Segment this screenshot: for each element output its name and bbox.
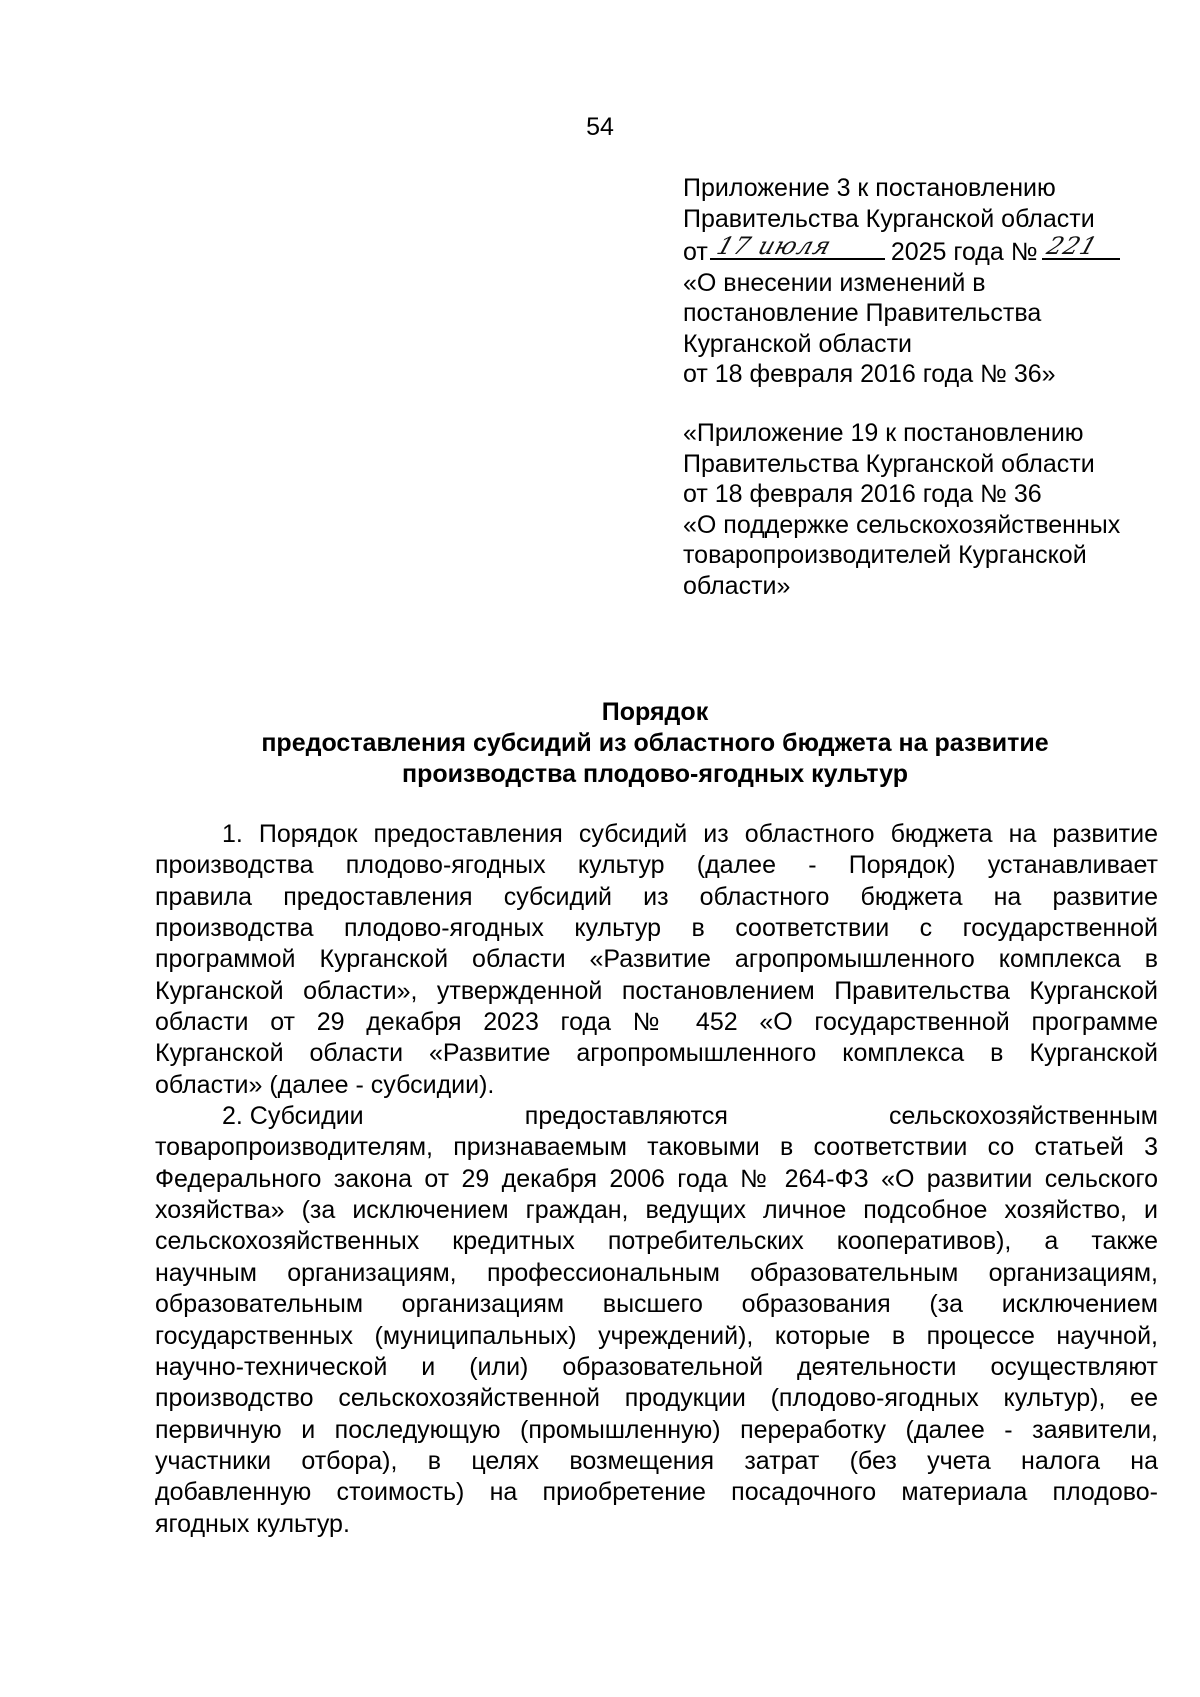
body-line: 1. Порядок предоставления субсидий из областного бюджета на развитие <box>222 820 1158 848</box>
appendix-19-header <box>683 418 1163 601</box>
appendix-19-line: «О поддержке сельскохозяйственных <box>683 510 1121 539</box>
body-line: научно-технической и (или) образовательной деятельности осуществляют <box>155 1352 1158 1381</box>
page-number: 54 <box>586 113 614 141</box>
body-line: правила предоставления субсидий из областного бюджета на развитие <box>155 882 1158 911</box>
document-body <box>155 819 1158 1540</box>
appendix-line: Правительства Курганской области <box>683 204 1095 233</box>
body-line: образовательным организациям высшего образования (за исключением <box>155 1290 1158 1319</box>
body-line: первичную и последующую (промышленную) переработку (далее - заявители, <box>155 1415 1158 1444</box>
body-line: производства плодово-ягодных культур (далее - Порядок) устанавливает <box>155 851 1158 880</box>
body-line: добавленную стоимость) на приобретение посадочного материала плодово- <box>155 1478 1158 1507</box>
document-title: Порядок <box>601 698 709 726</box>
appendix-line: «О внесении изменений в <box>683 268 986 297</box>
body-word: предоставляются <box>524 1102 728 1131</box>
appendix-19-line: области» <box>683 571 791 600</box>
body-word: 2. Субсидии <box>222 1102 364 1131</box>
appendix-line: Курганской области <box>683 329 913 358</box>
handwritten-number-field <box>1042 234 1120 260</box>
handwritten-date-field <box>710 234 885 260</box>
appendix-19-line: «Приложение 19 к постановлению <box>683 419 1084 447</box>
appendix-19-line: товаропроизводителей Курганской <box>683 541 1087 569</box>
body-line: участники отбора), в целях возмещения затрат (без учета налога на <box>155 1446 1158 1475</box>
body-line: сельскохозяйственных кредитных потребительских кооперативов), а также <box>155 1227 1158 1256</box>
body-line: производство сельскохозяйственной продукции (плодово-ягодных культур), ее <box>155 1384 1158 1413</box>
body-line: хозяйства» (за исключением граждан, ведущих личное подсобное хозяйство, и <box>155 1196 1158 1225</box>
handwritten-date: 17 июля <box>713 232 836 260</box>
document-subtitle-line: производства плодово-ягодных культур <box>402 760 908 788</box>
appendix-19-line: от 18 февраля 2016 года № 36 <box>683 480 1042 508</box>
appendix-header <box>683 173 1163 390</box>
appendix-line: постановление Правительства <box>683 299 1042 327</box>
body-line: области» (далее - субсидии). <box>155 1070 495 1099</box>
body-line: Курганской области», утвержденной постановлением Правительства Курганской <box>155 976 1158 1005</box>
body-line: программой Курганской области «Развитие агропромышленного комплекса в <box>155 945 1158 974</box>
body-line: товаропроизводителям, признаваемым таковыми в соответствии со статьей 3 <box>155 1133 1158 1162</box>
appendix-line: от 18 февраля 2016 года № 36» <box>683 360 1056 388</box>
body-line: Федерального закона от 29 декабря 2006 года № 264-ФЗ «О развитии сельского <box>155 1164 1158 1193</box>
appendix-date-line <box>683 234 1163 268</box>
appendix-19-line: Правительства Курганской области <box>683 449 1095 478</box>
document-subtitle-line: предоставления субсидий из областного бюджета на развитие <box>261 729 1049 757</box>
body-line-paragraph-2-start <box>155 1101 1158 1132</box>
appendix-date-prefix: от <box>683 238 708 266</box>
body-line: ягодных культур. <box>155 1509 350 1538</box>
handwritten-number: 221 <box>1043 232 1101 260</box>
body-line: области от 29 декабря 2023 года № 452 «О государственной программе <box>155 1008 1158 1037</box>
body-line: производства плодово-ягодных культур в соответствии с государственной <box>155 914 1158 943</box>
appendix-date-middle: 2025 года № <box>890 238 1038 266</box>
body-line: научным организациям, профессиональным образовательным организациям, <box>155 1258 1158 1287</box>
appendix-line: Приложение 3 к постановлению <box>683 174 1056 202</box>
body-line: Курганской области «Развитие агропромышленного комплекса в Курганской <box>155 1039 1158 1068</box>
body-line: государственных (муниципальных) учреждений), которые в процессе научной, <box>155 1321 1158 1350</box>
body-word: сельскохозяйственным <box>889 1102 1158 1131</box>
